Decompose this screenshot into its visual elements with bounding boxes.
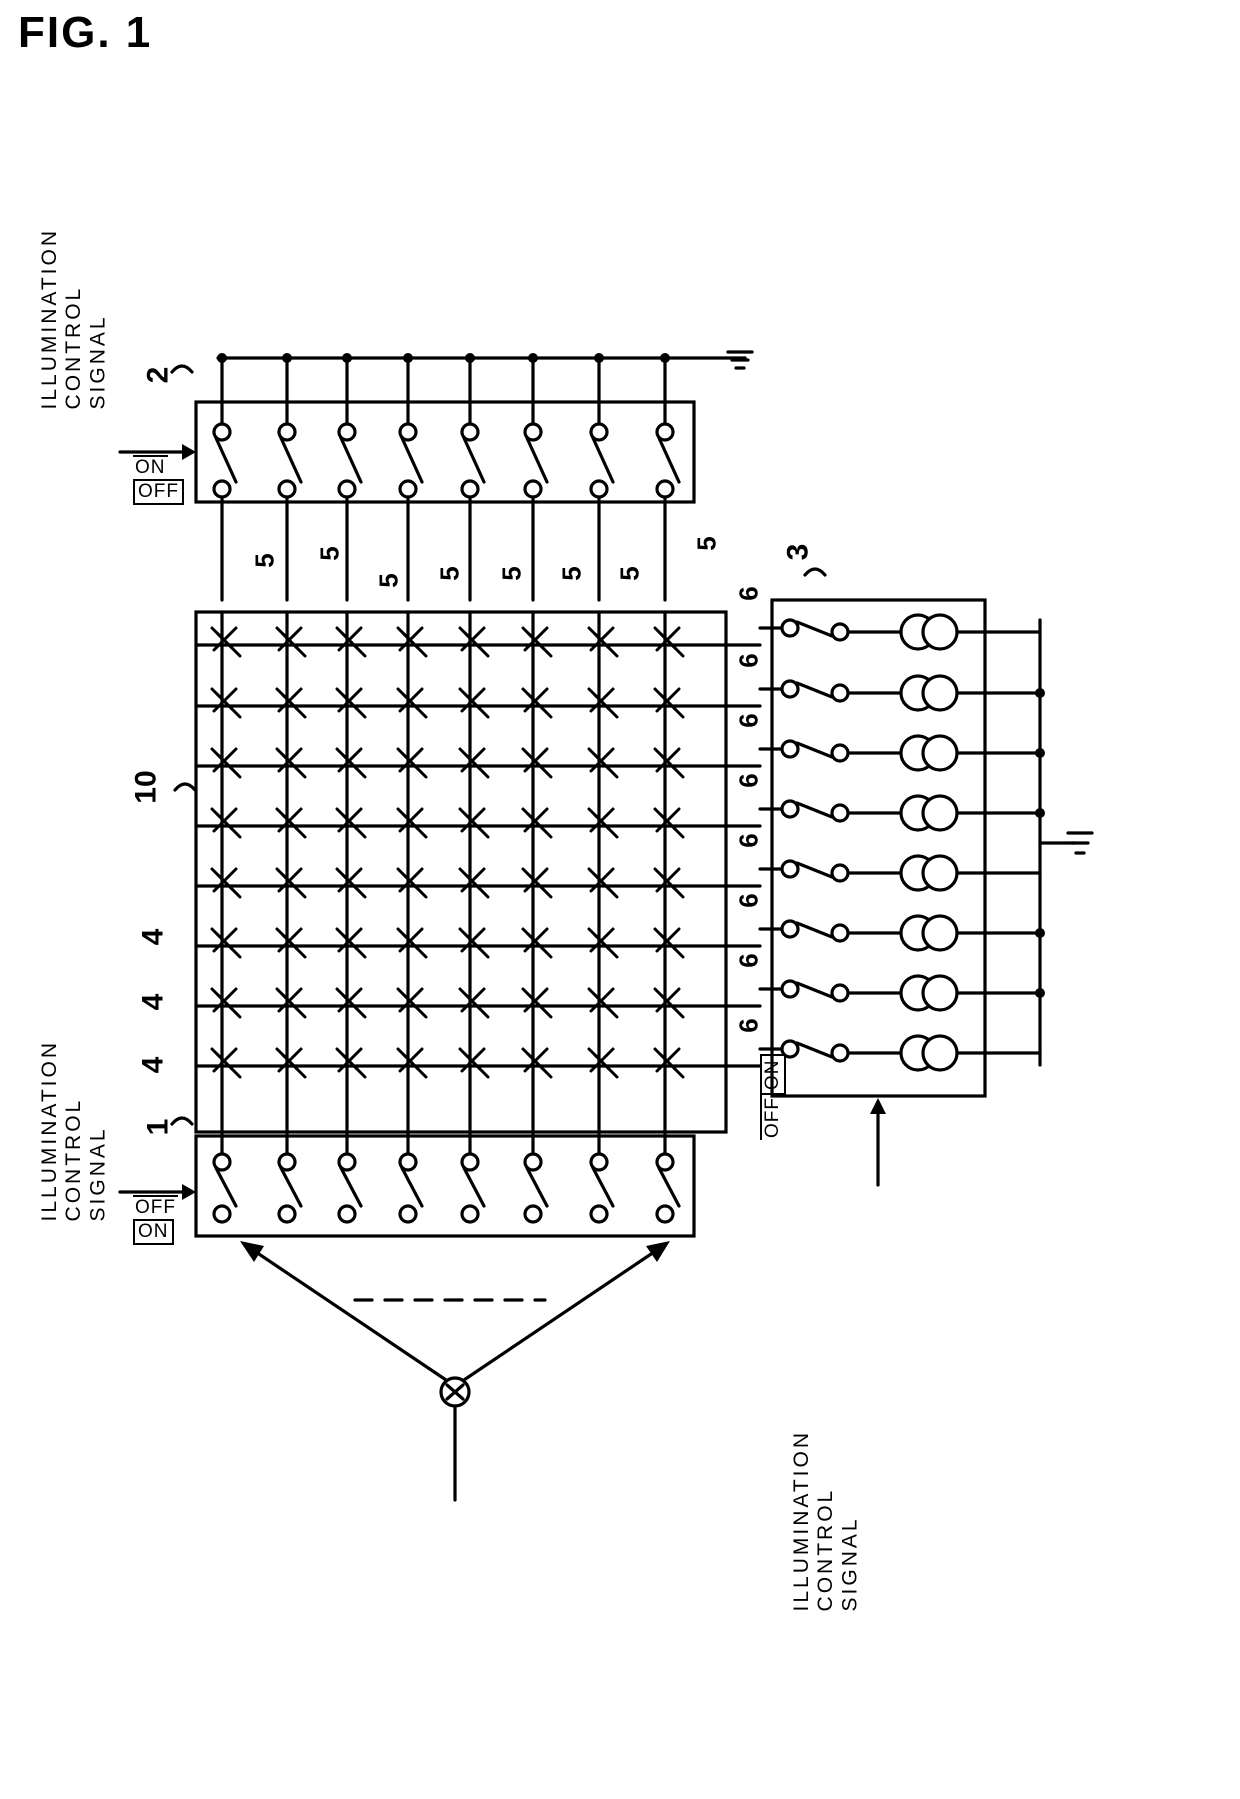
ref-numeral-2: 2 bbox=[141, 366, 175, 384]
left-control-arrow-head bbox=[182, 1184, 196, 1200]
illumination-control-signal-bottom-label: ILLUMINATION CONTROL SIGNAL bbox=[790, 1430, 862, 1612]
top-switch-block-frame bbox=[196, 402, 694, 502]
ref-numeral-5-6: 5 bbox=[556, 566, 587, 581]
ref-numeral-5-4: 5 bbox=[434, 566, 465, 581]
leader-3 bbox=[805, 569, 825, 575]
right-switch-block-frame bbox=[772, 600, 985, 1096]
ref-numeral-6-3: 6 bbox=[733, 713, 764, 728]
source-connection bbox=[240, 1241, 670, 1500]
ref-numeral-4-c: 4 bbox=[136, 1056, 170, 1074]
left-switch-block-frame bbox=[196, 1136, 694, 1236]
off-label-right: OFF bbox=[762, 1097, 783, 1138]
ref-numeral-5-8: 5 bbox=[691, 536, 722, 551]
ref-numeral-4-a: 4 bbox=[136, 928, 170, 946]
leader-1 bbox=[172, 1118, 192, 1124]
ref-numeral-5-1: 5 bbox=[249, 553, 280, 568]
led-matrix-elements bbox=[212, 628, 683, 1077]
ref-numeral-6-1: 6 bbox=[733, 586, 764, 601]
ref-numeral-3: 3 bbox=[781, 543, 815, 561]
ref-numeral-6-7: 6 bbox=[733, 953, 764, 968]
ref-numeral-6-5: 6 bbox=[733, 833, 764, 848]
ref-numeral-5-5: 5 bbox=[496, 566, 527, 581]
off-label-left: OFF bbox=[135, 1197, 176, 1218]
figure-label: FIG. 1 bbox=[18, 8, 153, 57]
ref-numeral-4-b: 4 bbox=[136, 993, 170, 1011]
ref-numeral-1: 1 bbox=[141, 1118, 175, 1136]
leader-10 bbox=[175, 784, 195, 790]
on-label-left: ON bbox=[133, 1219, 174, 1245]
ref-numeral-5-2: 5 bbox=[314, 546, 345, 561]
left-switch-array bbox=[214, 1132, 679, 1222]
leader-2 bbox=[172, 366, 192, 372]
illumination-control-signal-top-label: ILLUMINATION CONTROL SIGNAL bbox=[38, 228, 110, 410]
top-switch-array bbox=[214, 353, 679, 600]
illumination-control-signal-left-label: ILLUMINATION CONTROL SIGNAL bbox=[38, 1040, 110, 1222]
on-label-top: ON bbox=[135, 457, 166, 478]
ref-numeral-10: 10 bbox=[129, 770, 163, 804]
ref-numeral-6-2: 6 bbox=[733, 653, 764, 668]
off-label-top: OFF bbox=[133, 479, 184, 505]
ref-numeral-5-7: 5 bbox=[614, 566, 645, 581]
ref-numeral-6-6: 6 bbox=[733, 893, 764, 908]
ref-numeral-6-4: 6 bbox=[733, 773, 764, 788]
on-label-right: ON bbox=[760, 1055, 786, 1096]
right-control-arrow-head bbox=[870, 1098, 886, 1114]
ref-numeral-5-3: 5 bbox=[373, 573, 404, 588]
right-switch-array bbox=[782, 615, 1045, 1070]
ref-numeral-6-8: 6 bbox=[733, 1018, 764, 1033]
top-control-arrow-head bbox=[182, 444, 196, 460]
